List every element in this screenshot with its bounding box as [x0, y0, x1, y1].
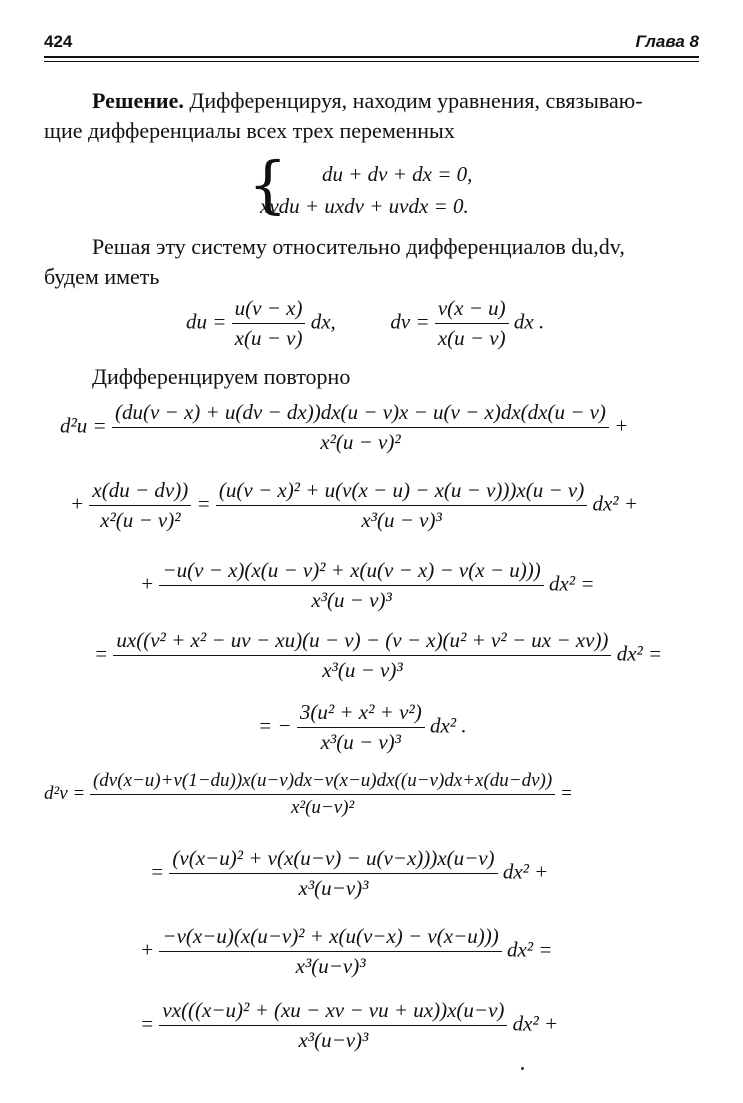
d2u-lhs: d²u =	[60, 413, 107, 438]
system-eq2: xvdu + uxdv + uvdx = 0.	[260, 194, 469, 218]
differential-system	[248, 148, 508, 222]
d2v-fraction1: $\frac{(dv(x-u)+v(1-du))x(u-v)dx-v(x-u)dx((u-v)dx+x(du-dv))}{\text{x²(u−v)²}}$	[90, 770, 555, 819]
d2v-fraction4: $\frac{\text{vx(((x−u)² + (xu − xv − vu + ux))x(u−v)}}{\text{x³(u−v)³}}$	[159, 998, 507, 1053]
paragraph-solve-line1: Решая эту систему относительно дифференциалов du,dv,	[92, 234, 625, 259]
d2u-fraction4: $\frac{\text{−u(v − x)(x(u − v)² + x(u(v − x) − v(x − u)))}}{\text{x³(u − v)³}}$	[159, 558, 543, 613]
d2v-line3: + $\frac{\text{−v(x−u)(x(u−v)² + x(u(v−x) − v(x−u)))}}{\text{x³(u−v)³}}$ dx² =	[140, 924, 553, 978]
paragraph-solution-line1	[92, 86, 643, 116]
header-rule-thin	[44, 61, 699, 62]
d2v-line4: = $\frac{\text{vx(((x−u)² + (xu − xv − vu + ux))x(u−v)}}{\text{x³(u−v)³}}$ dx² +	[140, 998, 559, 1052]
page-number: 424	[44, 32, 73, 51]
d2u-fraction3: $\frac{\text{(u(v − x)² + u(v(x − u) − x(u − v)))x(u − v)}}{\text{x³(u − v)³}}$	[216, 478, 587, 533]
d2u-fraction1: $\frac{(du(v - x) + u(dv - dx))dx(u - v)x - u(v - x)dx(dx(u - v)}{\text{x²(u − v)²}}$	[112, 400, 609, 455]
du-tail: dx,	[310, 309, 336, 334]
brace-symbol: {	[248, 148, 288, 221]
paragraph-solution-line2: щие дифференциалы всех трех переменных	[44, 118, 455, 143]
d2v-fraction2: $\frac{\text{(v(x−u)² + v(x(u−v) − u(v−x)))x(u−v)}}{\text{x³(u−v)³}}$	[169, 846, 497, 901]
running-header	[44, 30, 699, 56]
d2u-line4: = $\frac{\text{ux((v² + x² − uv − xu)(u − v) − (v − x)(u² + v² − ux − xv))}}{\text{x³(u − v)³}}$ dx² =	[94, 628, 663, 682]
d2u-line1: d²u = $\frac{(du(v - x) + u(dv - dx))dx(u - v)x - u(v - x)dx(dx(u - v)}{\text{x²(u − v)²}}$ +	[60, 400, 629, 454]
d2v-lhs: d²v =	[44, 782, 86, 804]
solution-text: Дифференцируя, находим уравнения, связываю-	[183, 88, 643, 113]
d2u-line5: = − $\frac{\text{3(u² + x² + v²)}}{\text{x³(u − v)³}}$ dx² .	[258, 700, 467, 754]
d2u-line3: + $\frac{\text{−u(v − x)(x(u − v)² + x(u(v − x) − v(x − u)))}}{\text{x³(u − v)³}}$ dx² =	[140, 558, 595, 612]
d2u-fraction5: $\frac{\text{ux((v² + x² − uv − xu)(u − v) − (v − x)(u² + v² − ux − xv))}}{\text{x³(u − v)³}}$	[113, 628, 611, 683]
system-eq1: du + dv + dx = 0,	[322, 162, 473, 186]
d2u-fraction6: $\frac{\text{3(u² + x² + v²)}}{\text{x³(u − v)³}}$	[297, 700, 425, 755]
d2v-line2: = $\frac{\text{(v(x−u)² + v(x(u−v) − u(v−x)))x(u−v)}}{\text{x³(u−v)³}}$ dx² +	[150, 846, 549, 900]
du-lhs: du =	[186, 309, 227, 334]
solution-label: Решение.	[92, 88, 184, 113]
first-derivatives	[186, 296, 544, 351]
d2u-fraction2: $\frac{x(du - dv))}{\text{x²(u − v)²}}$	[89, 478, 191, 533]
paragraph-repeat: Дифференцируем повторно	[92, 364, 351, 389]
d2v-line1: d²v = $\frac{(dv(x-u)+v(1-du))x(u-v)dx-v(x-u)dx((u-v)dx+x(du-dv))}{\text{x²(u−v)²}}$ =	[44, 770, 573, 818]
d2u-line2: + $\frac{x(du - dv))}{\text{x²(u − v)²}}$ = $\frac{\text{(u(v − x)² + u(v(x − u) − x(u − v)))x(u − v)}}{\text{x³(u − v)³}}$ dx² +	[70, 478, 638, 532]
dv-fraction: $\frac{v(x - u)}{x(u - v)}$	[435, 296, 509, 351]
dv-tail: dx .	[513, 309, 545, 334]
paragraph-solve-line2: будем иметь	[44, 264, 160, 289]
scan-speck	[521, 1067, 524, 1070]
dv-lhs: dv =	[390, 309, 430, 334]
chapter-title: Глава 8	[635, 32, 699, 51]
header-rule-thick	[44, 56, 699, 58]
du-fraction: $\frac{u(v - x)}{x(u - v)}$	[232, 296, 306, 351]
d2v-fraction3: $\frac{\text{−v(x−u)(x(u−v)² + x(u(v−x) − v(x−u)))}}{\text{x³(u−v)³}}$	[159, 924, 501, 979]
